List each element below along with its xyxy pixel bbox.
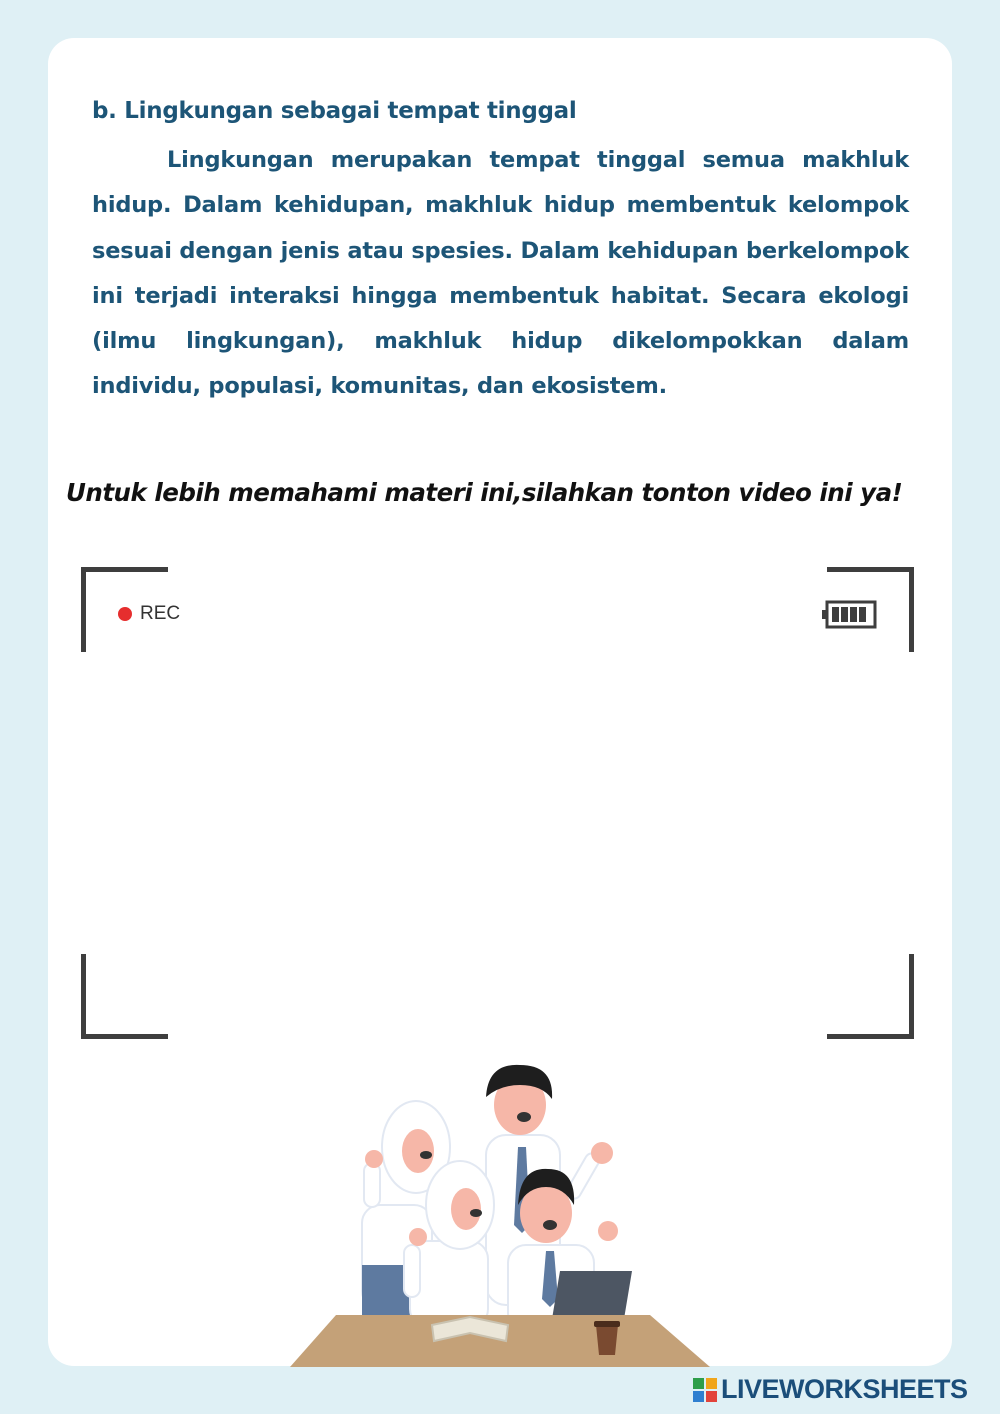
section-paragraph: Lingkungan merupakan tempat tinggal semua makhluk hidup. Dalam kehidupan, makhluk hidup membentuk kelompok sesuai dengan jenis atau spesies. Dalam kehidupan berkelompok ini terjadi interaksi hingga membentuk habitat. Secara ekologi (ilmu lingkungan), makhluk hidup dikelompokkan dalam individu, populasi, komunitas, dan ekosistem. [92,147,909,400]
video-embed-area[interactable] [90,650,900,950]
rec-dot-icon [118,607,132,621]
video-prompt: Untuk lebih memahami materi ini,silahkan tonton video ini ya! [66,478,903,507]
rec-label: REC [140,603,181,624]
rec-indicator [118,603,180,625]
liveworksheets-logo[interactable] [693,1374,968,1405]
battery-icon [822,600,878,634]
liveworksheets-logo-icon [693,1378,717,1402]
logo-text: LIVEWORKSHEETS [721,1374,968,1404]
frame-corner-bottom-right [827,954,914,1039]
students-illustration [280,1055,720,1371]
frame-corner-bottom-left [81,954,168,1039]
section-heading: b. Lingkungan sebagai tempat tinggal [92,98,577,124]
